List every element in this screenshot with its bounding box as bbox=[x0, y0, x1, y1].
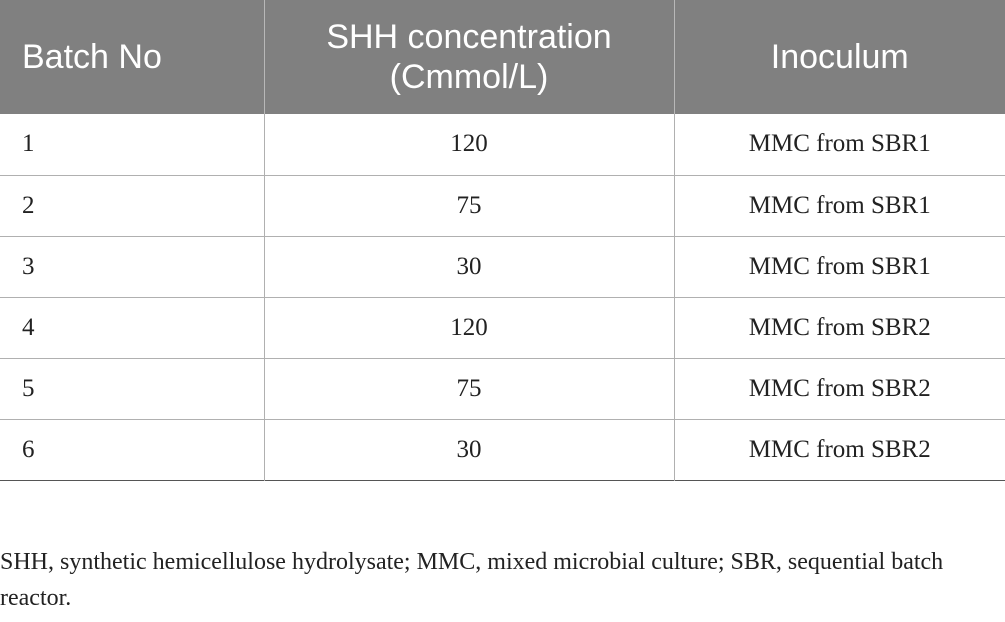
table-row bbox=[0, 358, 1005, 419]
cell-inoculum: MMC from SBR1 bbox=[674, 114, 1005, 175]
cell-batch-no: 2 bbox=[22, 191, 35, 219]
header-batch-no-label: Batch No bbox=[22, 38, 162, 76]
header-shh-concentration-label: SHH concentration bbox=[326, 18, 612, 56]
table-body bbox=[0, 114, 1005, 480]
header-shh-concentration-unit: (Cmmol/L) bbox=[389, 58, 549, 96]
cell-inoculum: MMC from SBR2 bbox=[674, 358, 1005, 419]
cell-inoculum: MMC from SBR1 bbox=[674, 175, 1005, 236]
cell-shh-concentration: 120 bbox=[264, 114, 674, 175]
cell-inoculum: MMC from SBR1 bbox=[674, 236, 1005, 297]
table-row bbox=[0, 419, 1005, 480]
cell-batch-no: 1 bbox=[22, 130, 35, 158]
cell-batch-no: 5 bbox=[22, 374, 35, 402]
cell-shh-concentration: 120 bbox=[264, 297, 674, 358]
table-row bbox=[0, 175, 1005, 236]
table-row bbox=[0, 114, 1005, 175]
cell-batch-no: 6 bbox=[22, 435, 35, 463]
cell-batch-no: 3 bbox=[22, 252, 35, 280]
header-batch-no bbox=[0, 0, 264, 114]
cell-shh-concentration: 75 bbox=[264, 175, 674, 236]
cell-inoculum: MMC from SBR2 bbox=[674, 297, 1005, 358]
table-header bbox=[0, 0, 1005, 114]
header-shh-concentration bbox=[264, 0, 674, 114]
header-inoculum-label: Inoculum bbox=[770, 38, 909, 76]
cell-shh-concentration: 30 bbox=[264, 236, 674, 297]
cell-shh-concentration: 30 bbox=[264, 419, 674, 480]
header-row bbox=[0, 0, 1005, 114]
table-row bbox=[0, 297, 1005, 358]
header-inoculum bbox=[674, 0, 1005, 114]
cell-shh-concentration: 75 bbox=[264, 358, 674, 419]
table-row bbox=[0, 236, 1005, 297]
cell-inoculum: MMC from SBR2 bbox=[674, 419, 1005, 480]
table-footnote: SHH, synthetic hemicellulose hydrolysate; MMC, mixed microbial culture; SBR, sequential batch reactor. bbox=[0, 549, 944, 611]
cell-batch-no: 4 bbox=[22, 313, 35, 341]
